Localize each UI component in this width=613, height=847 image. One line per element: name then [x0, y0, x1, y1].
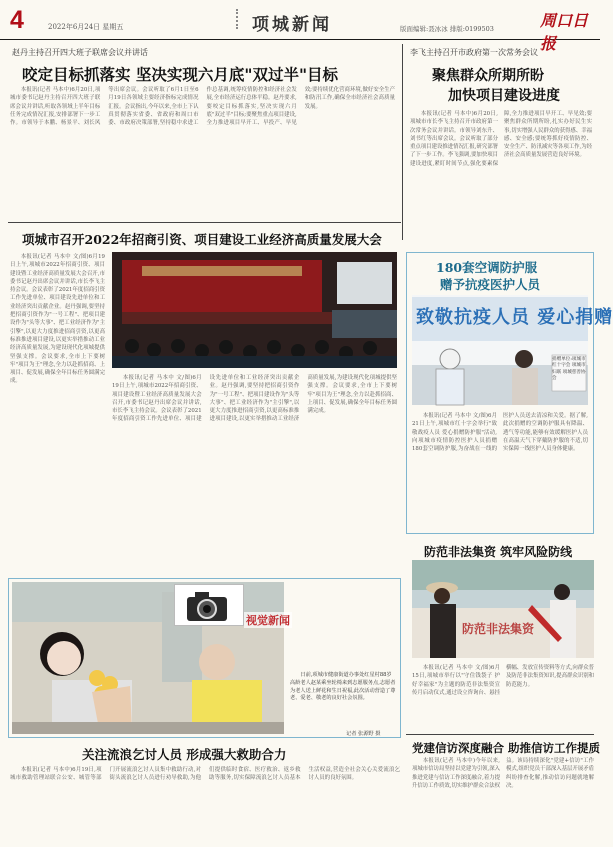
publicity-banner: 防范非法集资 [462, 622, 535, 636]
photo-feature-credit: 记者 张源野 摄 [346, 731, 381, 737]
article2-kicker: 李飞主持召开市政府第一次常务会议 [410, 48, 538, 57]
article1-title: 咬定目标抓落实 坚决实现六月底"双过半"目标 [22, 65, 339, 84]
issue-date: 2022年6月24日 星期五 [48, 23, 124, 31]
photo-feature-caption: 日前,项城市健康街道办事处红星村88岁高龄老人赵某乘坐轮椅来到志愿服务点,志愿者为老人送上鲜花和生日祝福,此次活动营造了尊老、爱老、敬老的良好社会氛围。 [290, 672, 396, 702]
article1-kicker: 赵丹主持召开四大班子联席会议并讲话 [12, 48, 148, 57]
section-divider [406, 734, 594, 735]
donation-photo [412, 295, 613, 405]
donation-banner: 致敬抗疫人员 爱心捐赠 [416, 307, 613, 328]
article3-title: 项城市召开2022年招商引资、项目建设工业经济高质量发展大会 [22, 232, 382, 247]
article5-title: 防范非法集资 筑牢风险防线 [424, 545, 573, 559]
column-divider [402, 44, 403, 240]
article6-title: 党建信访深度融合 助推信访工作提质 [412, 741, 601, 755]
conference-photo [112, 252, 397, 368]
article4-body: 本报讯(记者 马本中 文/图)6月21日上午,项城市红十字会举行"致敬战疫人员 爱心捐赠防护服"活动,向项城市疫情防控医护人员捐赠180套空调防护服,为奋战在一线的医护人员送去清凉和关爱。据了解,此次捐赠的空调防护服具有降温、透气等功能,能够有效缓解医护人员在高温天气下穿戴防护服的不适,切实保障一线医护人员身体健康。 [412, 413, 588, 453]
article2-title: 聚焦群众所期所盼 加快项目建设进度 [432, 68, 560, 104]
page-number: 4 [10, 6, 24, 34]
article5-body: 本报讯(记者 马本中 文/图)6月15日,项城市举行以"守住钱袋子 护好幸福家"为主题的防范非法集资宣传月启动仪式,通过设立咨询台、悬挂横幅、发放宣传资料等方式,向群众普及防范非法集资知识,提高群众识别和防范能力。 [412, 665, 594, 696]
camera-icon [174, 584, 244, 626]
article2-body: 本报讯(记者 马本中)6月20日,项城市市长李飞主持召开市政府第一次常务会议并讲话。市领导刘东升、刘书红等出席会议。会议听取了部分重点项目建设推进情况汇报,研究部署了下一步工作。李飞强调,要加快项目建设进度,紧盯时间节点,强化要素保障,全力推进项目早开工、早见效;要聚焦群众所期所盼,扎实办好民生实事,切实增强人民群众的获得感、幸福感、安全感;要统筹抓好疫情防控、安全生产、防汛减灾等各项工作,为经济社会高质量发展营造良好环境。 [410, 111, 592, 167]
article3-body: 本报讯(记者 马本中 文/图)6月19日上午,项城市2022年招商引资、项目建设暨工业经济高质量发展大会召开,市委书记赵丹出席会议并讲话,市长李飞主持会议。会议表彰了2021年度招商引资工作先进单位、项目建设先进单位和工业经济突出贡献企业。赵丹强调,要坚持把招商引资作为"一号工程"、把项目建设作为"头等大事"、把工业经济作为"主引擎",以更大力度推进招商引资,以更高标准推进项目建设,以更实举措推动工业经济高质量发展,为建设现代化项城提供坚强支撑。会议要求,全市上下要树牢"项目为王"理念,全力以赴抓招商、上项目、促发展,确保全年目标任务圆满完成。 [112, 375, 397, 423]
masthead-logo: 周口日报 [540, 11, 589, 53]
article6-body: 本报讯(记者 马本中)今年以来,项城市信访局坚持以党建为引领,深入推进党建与信访工作深度融合,着力提升信访工作质效,切实维护群众合法权益。该局持续深化"党建+信访"工作模式,组织党员干部深入基层开展矛盾纠纷排查化解,推动信访问题就地解决。 [412, 758, 594, 789]
article3-body-left: 本报讯(记者 马本中 文/图)6月19日上午,项城市2022年招商引资、项目建设暨工业经济高质量发展大会召开,市委书记赵丹出席会议并讲话,市长李飞主持会议。会议表彰了2021年度招商引资工作先进单位、项目建设先进单位和工业经济突出贡献企业。赵丹强调,要坚持把招商引资作为"一号工程"、把项目建设作为"头等大事"、把工业经济作为"主引擎",以更大力度推进招商引资,以更高标准推进项目建设,以更实举措推动工业经济高质量发展,为建设现代化项城提供坚强支撑。会议要求,全市上下要树牢"项目为王"理念,全力以赴抓招商、上项目、促发展,确保全年目标任务圆满完成。 [10, 254, 105, 385]
donation-sign: 捐赠单位:项城市红十字会 项城市妇联 项城慈善协会 [552, 357, 586, 382]
section-divider [8, 222, 401, 223]
feature-photo [12, 582, 290, 734]
header-divider [236, 9, 242, 29]
article4-title: 180套空调防护服 赠予抗疫医护人员 [436, 260, 541, 292]
article1-body: 本报讯(记者 马本中)6月20日,项城市委书记赵丹主持召开四大班子联席会议并讲话,听取各领域上半年目标任务完成情况汇报,安排部署下一步工作。市领导于本鹏、杨景平、刘长风等出席会议。会议听取了6月1日至6月19日各领域主要经济指标完成情况汇报。会议指出,今年以来,全市上下认真贯彻落实省委、省政府和周口市委、市政府决策部署,坚持稳中求进工作总基调,统筹疫情防控和经济社会发展,全市经济运行总体平稳。赵丹要求,要咬定目标抓落实,坚决实现六月底"双过半"目标;要聚焦重点项目建设,全力推进项目早开工、早投产、早见效;要持续优化营商环境,做好安全生产和防汛工作,确保全市经济社会高质量发展。 [10, 87, 395, 127]
photo-feature-label: 视觉新闻 [246, 614, 290, 627]
editor-credit: 版面编辑:聂冰冰 排版:0199503 [400, 25, 494, 33]
section-title: 项城新闻 [252, 15, 332, 35]
publicity-photo [412, 560, 594, 658]
article7-body: 本报讯(记者 马本中)6月19日,项城市救助管理站联合公安、城管等部门开展流浪乞讨人员集中救助行动,对街头流浪乞讨人员进行劝导救助,为他们提供临时食宿、医疗救治、返乡救助等服务,切实保障流浪乞讨人员基本生活权益,营造全社会关心关爱流浪乞讨人员的良好氛围。 [10, 767, 400, 782]
article7-title: 关注流浪乞讨人员 形成强大救助合力 [82, 747, 287, 762]
